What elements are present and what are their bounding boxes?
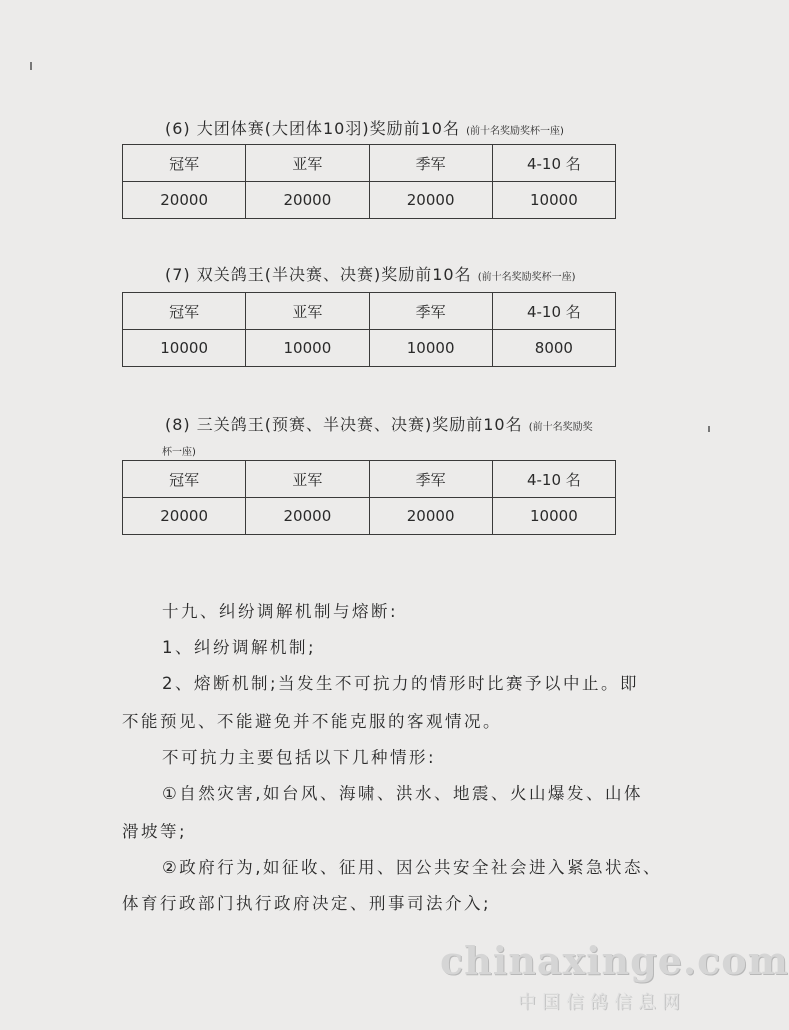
section-title-19: 十九、纠纷调解机制与熔断: [162, 602, 399, 621]
table-header-row [123, 293, 616, 330]
prize-table-7 [122, 292, 616, 367]
body-line: ①自然灾害,如台风、海啸、洪水、地震、火山爆发、山体 [162, 784, 644, 803]
table-cell: 亚军 [246, 293, 369, 330]
table-cell: 冠军 [123, 293, 246, 330]
watermark-domain: chinaxinge.com [440, 938, 789, 983]
section-heading-6-note: (前十名奖励奖杯一座) [466, 126, 564, 137]
table-cell: 20000 [369, 182, 492, 219]
body-line: 滑坡等; [122, 822, 188, 841]
body-line: 体育行政部门执行政府决定、刑事司法介入; [122, 894, 492, 913]
section-heading-6 [165, 116, 564, 139]
table-cell: 20000 [123, 498, 246, 535]
body-line: 1、纠纷调解机制; [162, 638, 317, 657]
table-cell: 冠军 [123, 461, 246, 498]
prize-table-8 [122, 460, 616, 535]
section-heading-8-note-cont: 杯一座) [162, 447, 196, 458]
body-line: 不可抗力主要包括以下几种情形: [162, 748, 437, 767]
table-cell: 10000 [123, 330, 246, 367]
table-row [123, 498, 616, 535]
table-cell: 冠军 [123, 145, 246, 182]
table-cell: 20000 [369, 498, 492, 535]
table-cell: 20000 [246, 182, 369, 219]
scan-speck [30, 62, 32, 70]
table-cell: 10000 [246, 330, 369, 367]
table-cell: 4-10 名 [492, 293, 615, 330]
body-line: 不能预见、不能避免并不能克服的客观情况。 [122, 712, 502, 731]
table-cell: 亚军 [246, 145, 369, 182]
table-cell: 20000 [246, 498, 369, 535]
table-row [123, 182, 616, 219]
scan-speck [708, 426, 710, 432]
table-cell: 季军 [369, 461, 492, 498]
table-cell: 10000 [492, 498, 615, 535]
table-cell: 4-10 名 [492, 461, 615, 498]
watermark-name: 中国信鸽信息网 [518, 992, 686, 1013]
prize-table-6 [122, 144, 616, 219]
table-row [123, 330, 616, 367]
section-heading-8-note: (前十名奖励奖 [528, 422, 593, 433]
section-heading-7 [165, 262, 576, 285]
table-cell: 季军 [369, 293, 492, 330]
table-cell: 季军 [369, 145, 492, 182]
section-heading-8 [165, 412, 593, 435]
table-header-row [123, 145, 616, 182]
table-cell: 10000 [492, 182, 615, 219]
section-heading-8-text: (8) 三关鸽王(预赛、半决赛、决赛)奖励前10名 [165, 415, 523, 434]
section-heading-6-text: (6) 大团体赛(大团体10羽)奖励前10名 [165, 119, 460, 138]
section-heading-7-text: (7) 双关鸽王(半决赛、决赛)奖励前10名 [165, 265, 472, 284]
table-cell: 亚军 [246, 461, 369, 498]
table-cell: 8000 [492, 330, 615, 367]
body-line: ②政府行为,如征收、征用、因公共安全社会进入紧急状态、 [162, 858, 663, 877]
table-header-row [123, 461, 616, 498]
table-cell: 4-10 名 [492, 145, 615, 182]
table-cell: 20000 [123, 182, 246, 219]
section-heading-7-note: (前十名奖励奖杯一座) [477, 272, 576, 283]
body-line: 2、熔断机制;当发生不可抗力的情形时比赛予以中止。即 [162, 674, 640, 693]
table-cell: 10000 [369, 330, 492, 367]
